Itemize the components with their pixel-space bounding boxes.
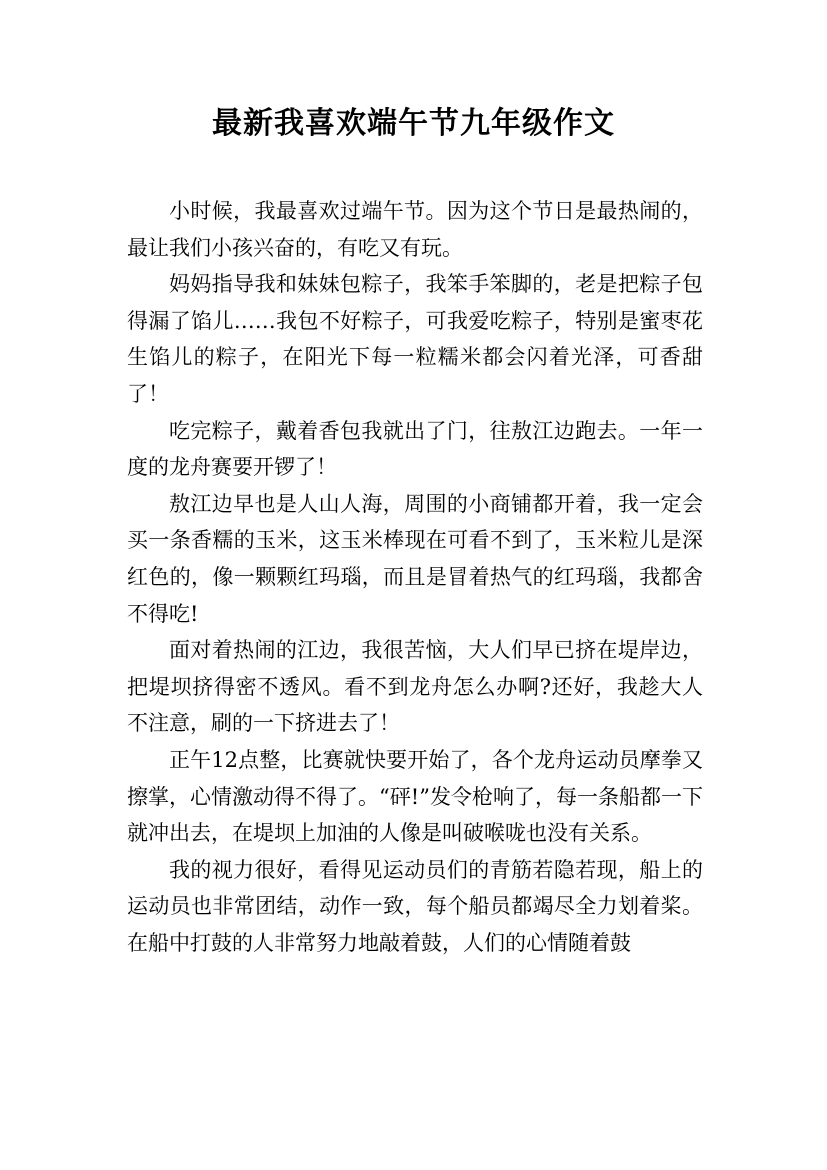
document-body	[127, 193, 703, 961]
paragraph-3: 吃完粽子，戴着香包我就出了门，往敖江边跑去。一年一度的龙舟赛要开锣了！	[127, 418, 703, 480]
document-title: 最新我喜欢端午节九年级作文	[212, 106, 615, 141]
paragraph-5: 面对着热闹的江边，我很苦恼，大人们早已挤在堤岸边，把堤坝挤得密不透风。看不到龙舟怎么办啊?还好，我趁大人不注意，刷的一下挤进去了！	[127, 638, 703, 736]
paragraph-7: 我的视力很好，看得见运动员们的青筋若隐若现，船上的运动员也非常团结，动作一致，每个船员都竭尽全力划着桨。在船中打鼓的人非常努力地敲着鼓，人们的心情随着鼓	[127, 857, 703, 955]
paragraph-6: 正午12点整，比赛就快要开始了，各个龙舟运动员摩拳又擦掌，心情激动得不得了。“砰!”发令枪响了，每一条船都一下就冲出去，在堤坝上加油的人像是叫破喉咙也没有关系。	[127, 747, 703, 846]
paragraph-2: 妈妈指导我和妹妹包粽子，我笨手笨脚的，老是把粽子包得漏了馅儿……我包不好粽子，可我爱吃粽子，特别是蜜枣花生馅儿的粽子，在阳光下每一粒糯米都会闪着光泽，可香甜了！	[127, 272, 703, 406]
paragraph-4: 敖江边早也是人山人海，周围的小商铺都开着，我一定会买一条香糯的玉米，这玉米棒现在可看不到了，玉米粒儿是深红色的，像一颗颗红玛瑙，而且是冒着热气的红玛瑙，我都舍不得吃!	[127, 491, 703, 626]
paragraph-1: 小时候，我最喜欢过端午节。因为这个节日是最热闹的，最让我们小孩兴奋的，有吃又有玩。	[127, 199, 703, 260]
